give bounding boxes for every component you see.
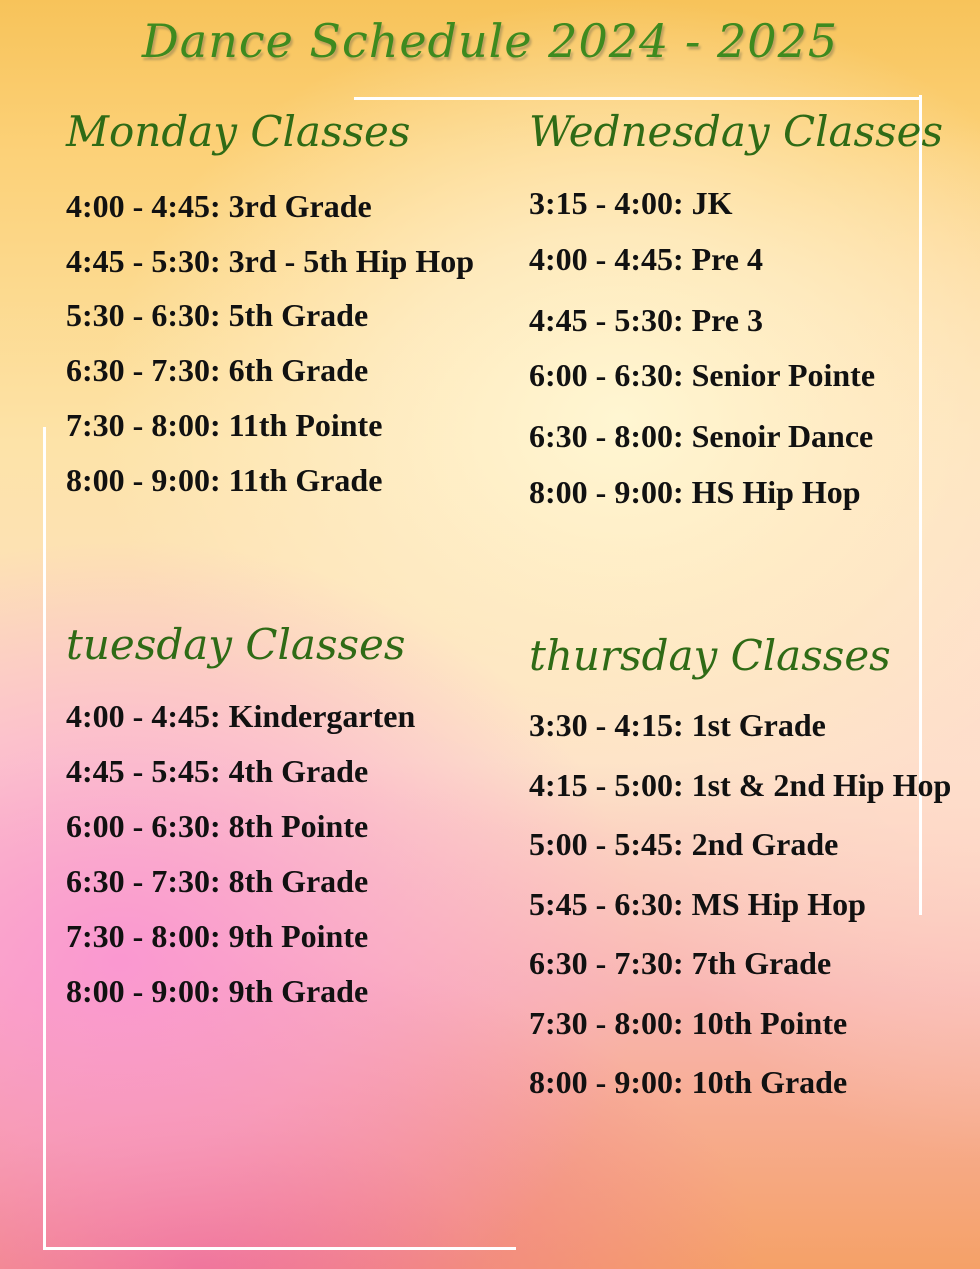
frame-bottom-line bbox=[44, 1247, 516, 1250]
class-entry: 4:15 - 5:00: 1st & 2nd Hip Hop bbox=[529, 767, 952, 803]
tuesday-section bbox=[66, 617, 506, 1017]
class-entry: 5:45 - 6:30: MS Hip Hop bbox=[529, 886, 866, 922]
class-entry: 6:30 - 8:00: Senoir Dance bbox=[529, 418, 874, 454]
thursday-section bbox=[529, 628, 969, 1108]
class-entry: 8:00 - 9:00: 11th Grade bbox=[66, 462, 383, 498]
class-entry: 7:30 - 8:00: 10th Pointe bbox=[529, 1005, 848, 1041]
class-entry: 4:45 - 5:30: 3rd - 5th Hip Hop bbox=[66, 243, 474, 279]
class-entry: 6:30 - 7:30: 8th Grade bbox=[66, 863, 369, 899]
class-entry: 5:30 - 6:30: 5th Grade bbox=[66, 297, 369, 333]
class-entry: 8:00 - 9:00: 9th Grade bbox=[66, 973, 369, 1009]
monday-section bbox=[66, 104, 506, 504]
tuesday-heading: tuesday Classes bbox=[66, 620, 406, 669]
class-entry: 3:30 - 4:15: 1st Grade bbox=[529, 707, 826, 743]
class-entry: 4:00 - 4:45: Kindergarten bbox=[66, 698, 416, 734]
class-entry: 7:30 - 8:00: 11th Pointe bbox=[66, 407, 383, 443]
thursday-heading: thursday Classes bbox=[529, 631, 891, 680]
class-entry: 4:45 - 5:45: 4th Grade bbox=[66, 753, 369, 789]
class-entry: 3:15 - 4:00: JK bbox=[529, 185, 733, 221]
frame-top-line bbox=[354, 97, 922, 100]
class-entry: 6:00 - 6:30: Senior Pointe bbox=[529, 357, 876, 393]
class-entry: 6:30 - 7:30: 7th Grade bbox=[529, 945, 832, 981]
class-entry: 6:30 - 7:30: 6th Grade bbox=[66, 352, 369, 388]
monday-heading: Monday Classes bbox=[66, 107, 411, 156]
class-entry: 4:00 - 4:45: Pre 4 bbox=[529, 241, 763, 277]
class-entry: 8:00 - 9:00: 10th Grade bbox=[529, 1064, 848, 1100]
wednesday-heading: Wednesday Classes bbox=[529, 107, 944, 156]
class-entry: 8:00 - 9:00: HS Hip Hop bbox=[529, 474, 861, 510]
class-entry: 5:00 - 5:45: 2nd Grade bbox=[529, 826, 839, 862]
class-entry: 7:30 - 8:00: 9th Pointe bbox=[66, 918, 369, 954]
frame-left-line bbox=[43, 427, 46, 1250]
class-entry: 4:45 - 5:30: Pre 3 bbox=[529, 302, 763, 338]
wednesday-section bbox=[529, 104, 944, 514]
page-title: Dance Schedule 2024 - 2025 bbox=[141, 14, 839, 68]
class-entry: 4:00 - 4:45: 3rd Grade bbox=[66, 188, 372, 224]
class-entry: 6:00 - 6:30: 8th Pointe bbox=[66, 808, 369, 844]
